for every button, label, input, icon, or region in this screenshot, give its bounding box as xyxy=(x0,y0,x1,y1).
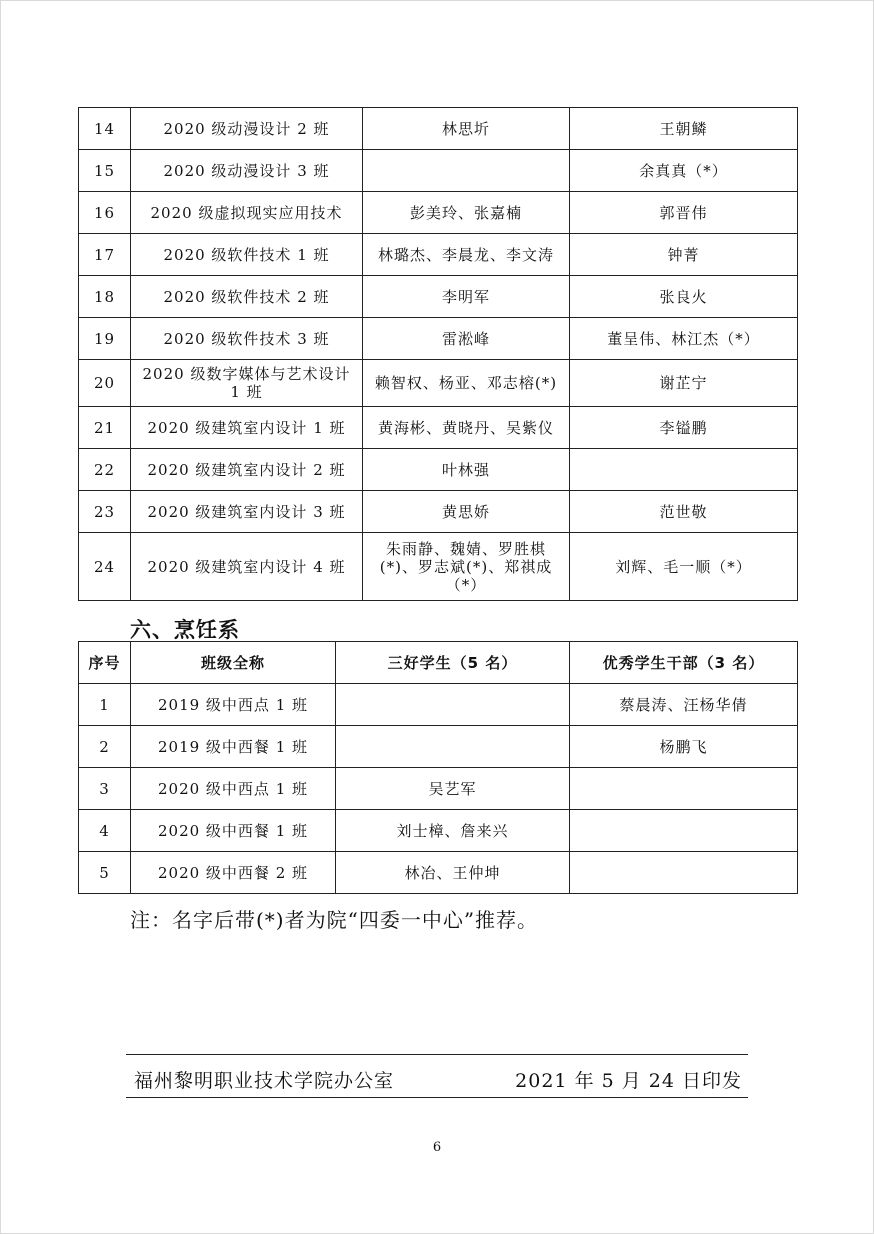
table-row xyxy=(79,449,798,491)
class-name: 2020 级虚拟现实应用技术 xyxy=(131,192,363,234)
issuing-office: 福州黎明职业技术学院办公室 xyxy=(134,1070,395,1092)
student-cadres: 范世敬 xyxy=(570,491,798,533)
row-number: 20 xyxy=(79,360,131,407)
merit-students: 叶林强 xyxy=(363,449,570,491)
table-row xyxy=(79,318,798,360)
merit-students: 赖智权、杨亚、邓志榕(*) xyxy=(363,360,570,407)
table-row xyxy=(79,852,798,894)
row-number: 24 xyxy=(79,533,131,601)
document-footer xyxy=(126,1054,748,1098)
class-name: 2020 级软件技术 1 班 xyxy=(131,234,363,276)
row-number: 4 xyxy=(79,810,131,852)
class-name: 2020 级中西餐 2 班 xyxy=(131,852,336,894)
student-cadres xyxy=(570,768,798,810)
table-row xyxy=(79,768,798,810)
merit-students xyxy=(336,684,570,726)
table-row xyxy=(79,150,798,192)
row-number: 21 xyxy=(79,407,131,449)
row-number: 5 xyxy=(79,852,131,894)
class-name: 2019 级中西点 1 班 xyxy=(131,684,336,726)
merit-students: 彭美玲、张嘉楠 xyxy=(363,192,570,234)
class-name: 2019 级中西餐 1 班 xyxy=(131,726,336,768)
merit-students: 朱雨静、魏婧、罗胜棋(*)、罗志斌(*)、郑祺成（*） xyxy=(363,533,570,601)
footnote: 注：名字后带(*)者为院“四委一中心”推荐。 xyxy=(130,908,539,932)
class-name: 2020 级动漫设计 2 班 xyxy=(131,108,363,150)
student-cadres: 刘辉、毛一顺（*） xyxy=(570,533,798,601)
class-name: 2020 级软件技术 2 班 xyxy=(131,276,363,318)
table-row xyxy=(79,192,798,234)
row-number: 3 xyxy=(79,768,131,810)
merit-students: 雷淞峰 xyxy=(363,318,570,360)
header-number: 序号 xyxy=(79,642,131,684)
class-name: 2020 级数字媒体与艺术设计 1 班 xyxy=(131,360,363,407)
student-cadres xyxy=(570,449,798,491)
merit-students: 林冶、王仲坤 xyxy=(336,852,570,894)
merit-students xyxy=(336,726,570,768)
student-cadres: 谢芷宁 xyxy=(570,360,798,407)
table-row xyxy=(79,533,798,601)
merit-students: 黄海彬、黄晓丹、吴紫仪 xyxy=(363,407,570,449)
row-number: 18 xyxy=(79,276,131,318)
merit-students: 刘士樟、詹来兴 xyxy=(336,810,570,852)
row-number: 17 xyxy=(79,234,131,276)
merit-students: 吴艺军 xyxy=(336,768,570,810)
class-name: 2020 级建筑室内设计 4 班 xyxy=(131,533,363,601)
class-name: 2020 级建筑室内设计 1 班 xyxy=(131,407,363,449)
student-cadres: 蔡晨涛、汪杨华倩 xyxy=(570,684,798,726)
class-name: 2020 级软件技术 3 班 xyxy=(131,318,363,360)
merit-students: 林璐杰、李晨龙、李文涛 xyxy=(363,234,570,276)
header-class: 班级全称 xyxy=(131,642,336,684)
cooking-dept-table xyxy=(78,641,798,894)
merit-students: 林思圻 xyxy=(363,108,570,150)
merit-students: 黄思娇 xyxy=(363,491,570,533)
student-cadres: 余真真（*） xyxy=(570,150,798,192)
student-cadres: 张良火 xyxy=(570,276,798,318)
page-number: 6 xyxy=(432,1140,442,1155)
row-number: 22 xyxy=(79,449,131,491)
table-row xyxy=(79,276,798,318)
class-name: 2020 级中西点 1 班 xyxy=(131,768,336,810)
table-row xyxy=(79,108,798,150)
class-name: 2020 级建筑室内设计 2 班 xyxy=(131,449,363,491)
header-student-cadres: 优秀学生干部（3 名） xyxy=(570,642,798,684)
student-cadres: 董呈伟、林江杰（*） xyxy=(570,318,798,360)
class-name: 2020 级建筑室内设计 3 班 xyxy=(131,491,363,533)
row-number: 15 xyxy=(79,150,131,192)
student-cadres: 杨鹏飞 xyxy=(570,726,798,768)
row-number: 2 xyxy=(79,726,131,768)
class-name: 2020 级动漫设计 3 班 xyxy=(131,150,363,192)
student-cadres: 钟菁 xyxy=(570,234,798,276)
merit-students: 李明军 xyxy=(363,276,570,318)
table-row xyxy=(79,491,798,533)
merit-students xyxy=(363,150,570,192)
awards-table-continued xyxy=(78,107,798,601)
row-number: 16 xyxy=(79,192,131,234)
row-number: 19 xyxy=(79,318,131,360)
student-cadres: 王朝鳞 xyxy=(570,108,798,150)
table-row xyxy=(79,684,798,726)
student-cadres: 李镒鹏 xyxy=(570,407,798,449)
table-row xyxy=(79,234,798,276)
student-cadres xyxy=(570,810,798,852)
table-row xyxy=(79,810,798,852)
table-row xyxy=(79,360,798,407)
table-header-row xyxy=(79,642,798,684)
table-row xyxy=(79,407,798,449)
issue-date: 2021 年 5 月 24 日印发 xyxy=(515,1070,742,1092)
row-number: 14 xyxy=(79,108,131,150)
student-cadres: 郭晋伟 xyxy=(570,192,798,234)
class-name: 2020 级中西餐 1 班 xyxy=(131,810,336,852)
section-heading: 六、烹饪系 xyxy=(130,618,240,642)
student-cadres xyxy=(570,852,798,894)
table-row xyxy=(79,726,798,768)
row-number: 1 xyxy=(79,684,131,726)
row-number: 23 xyxy=(79,491,131,533)
header-merit-students: 三好学生（5 名） xyxy=(336,642,570,684)
